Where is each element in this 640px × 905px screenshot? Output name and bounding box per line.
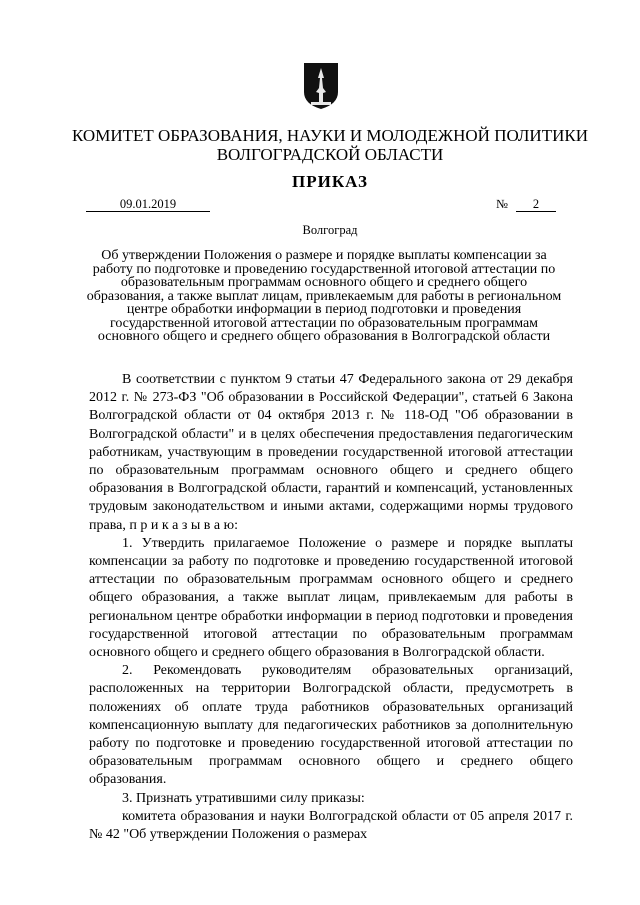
order-body (89, 371, 573, 844)
order-subject: Об утверждении Положения о размере и порядке выплаты компенсации за работу по подготовке и проведению государственной итоговой аттестации по образовательным программам основного общего и среднего общего образования, а также выплат лицам, привлекаемым для работы в региональном центре обработки информации в период подготовки и проведения государственной итоговой аттестации по образовательным программам основного общего и среднего общего образования в Волгоградской области (86, 248, 562, 344)
order-date: 09.01.2019 (86, 197, 210, 212)
coat-of-arms-icon (303, 62, 339, 110)
clause-3-item: комитета образования и науки Волгоградской области от 05 апреля 2017 г. № 42 "Об утверждении Положения о размерах (89, 808, 573, 843)
clause-2: 2. Рекомендовать руководителям образовательных организаций, расположенных на территории Волгоградской области, предусмотреть в положениях об оплате труда работников образовательных организаций компенсационную выплату для педагогических работников за дополнительную работу по подготовке и проведению государственной итоговой аттестации по образовательным программам основного общего и среднего общего образования. (89, 663, 573, 788)
document-type: ПРИКАЗ (292, 172, 368, 191)
order-number-label: № (496, 197, 508, 211)
clause-3: 3. Признать утратившими силу приказы: (122, 790, 365, 806)
committee-name (40, 126, 620, 164)
city: Волгоград (302, 223, 358, 237)
committee-line-1: КОМИТЕТ ОБРАЗОВАНИЯ, НАУКИ И МОЛОДЕЖНОЙ ПОЛИТИКИ (72, 126, 588, 145)
preamble-paragraph: В соответствии с пунктом 9 статьи 47 Федерального закона от 29 декабря 2012 г. № 273-ФЗ "Об образовании в Российской Федерации", статьей 6 Закона Волгоградской области от 04 октября 2013 г. № 118-ОД "Об образовании в Волгоградской области" и в целях обеспечения предоставления педагогическим работникам, участвующим в проведении государственной итоговой аттестации по образовательным программам основного общего и среднего общего образования в Волгоградской области, гарантий и компенсаций, установленных трудовым законодательством и иными актами, содержащими нормы трудового права, п р и к а з ы в а ю: (89, 372, 573, 533)
committee-line-2: ВОЛГОГРАДСКОЙ ОБЛАСТИ (216, 145, 444, 164)
clause-1: 1. Утвердить прилагаемое Положение о размере и порядке выплаты компенсации за работу по подготовке и проведению государственной итоговой аттестации по образовательным программам основного общего и среднего общего образования, а также выплат лицам, привлекаемым для работы в региональном центре обработки информации в период подготовки и проведения государственной итоговой аттестации по образовательным программам основного общего и среднего общего образования в Волгоградской области. (89, 535, 573, 661)
order-number: 2 (516, 197, 556, 212)
